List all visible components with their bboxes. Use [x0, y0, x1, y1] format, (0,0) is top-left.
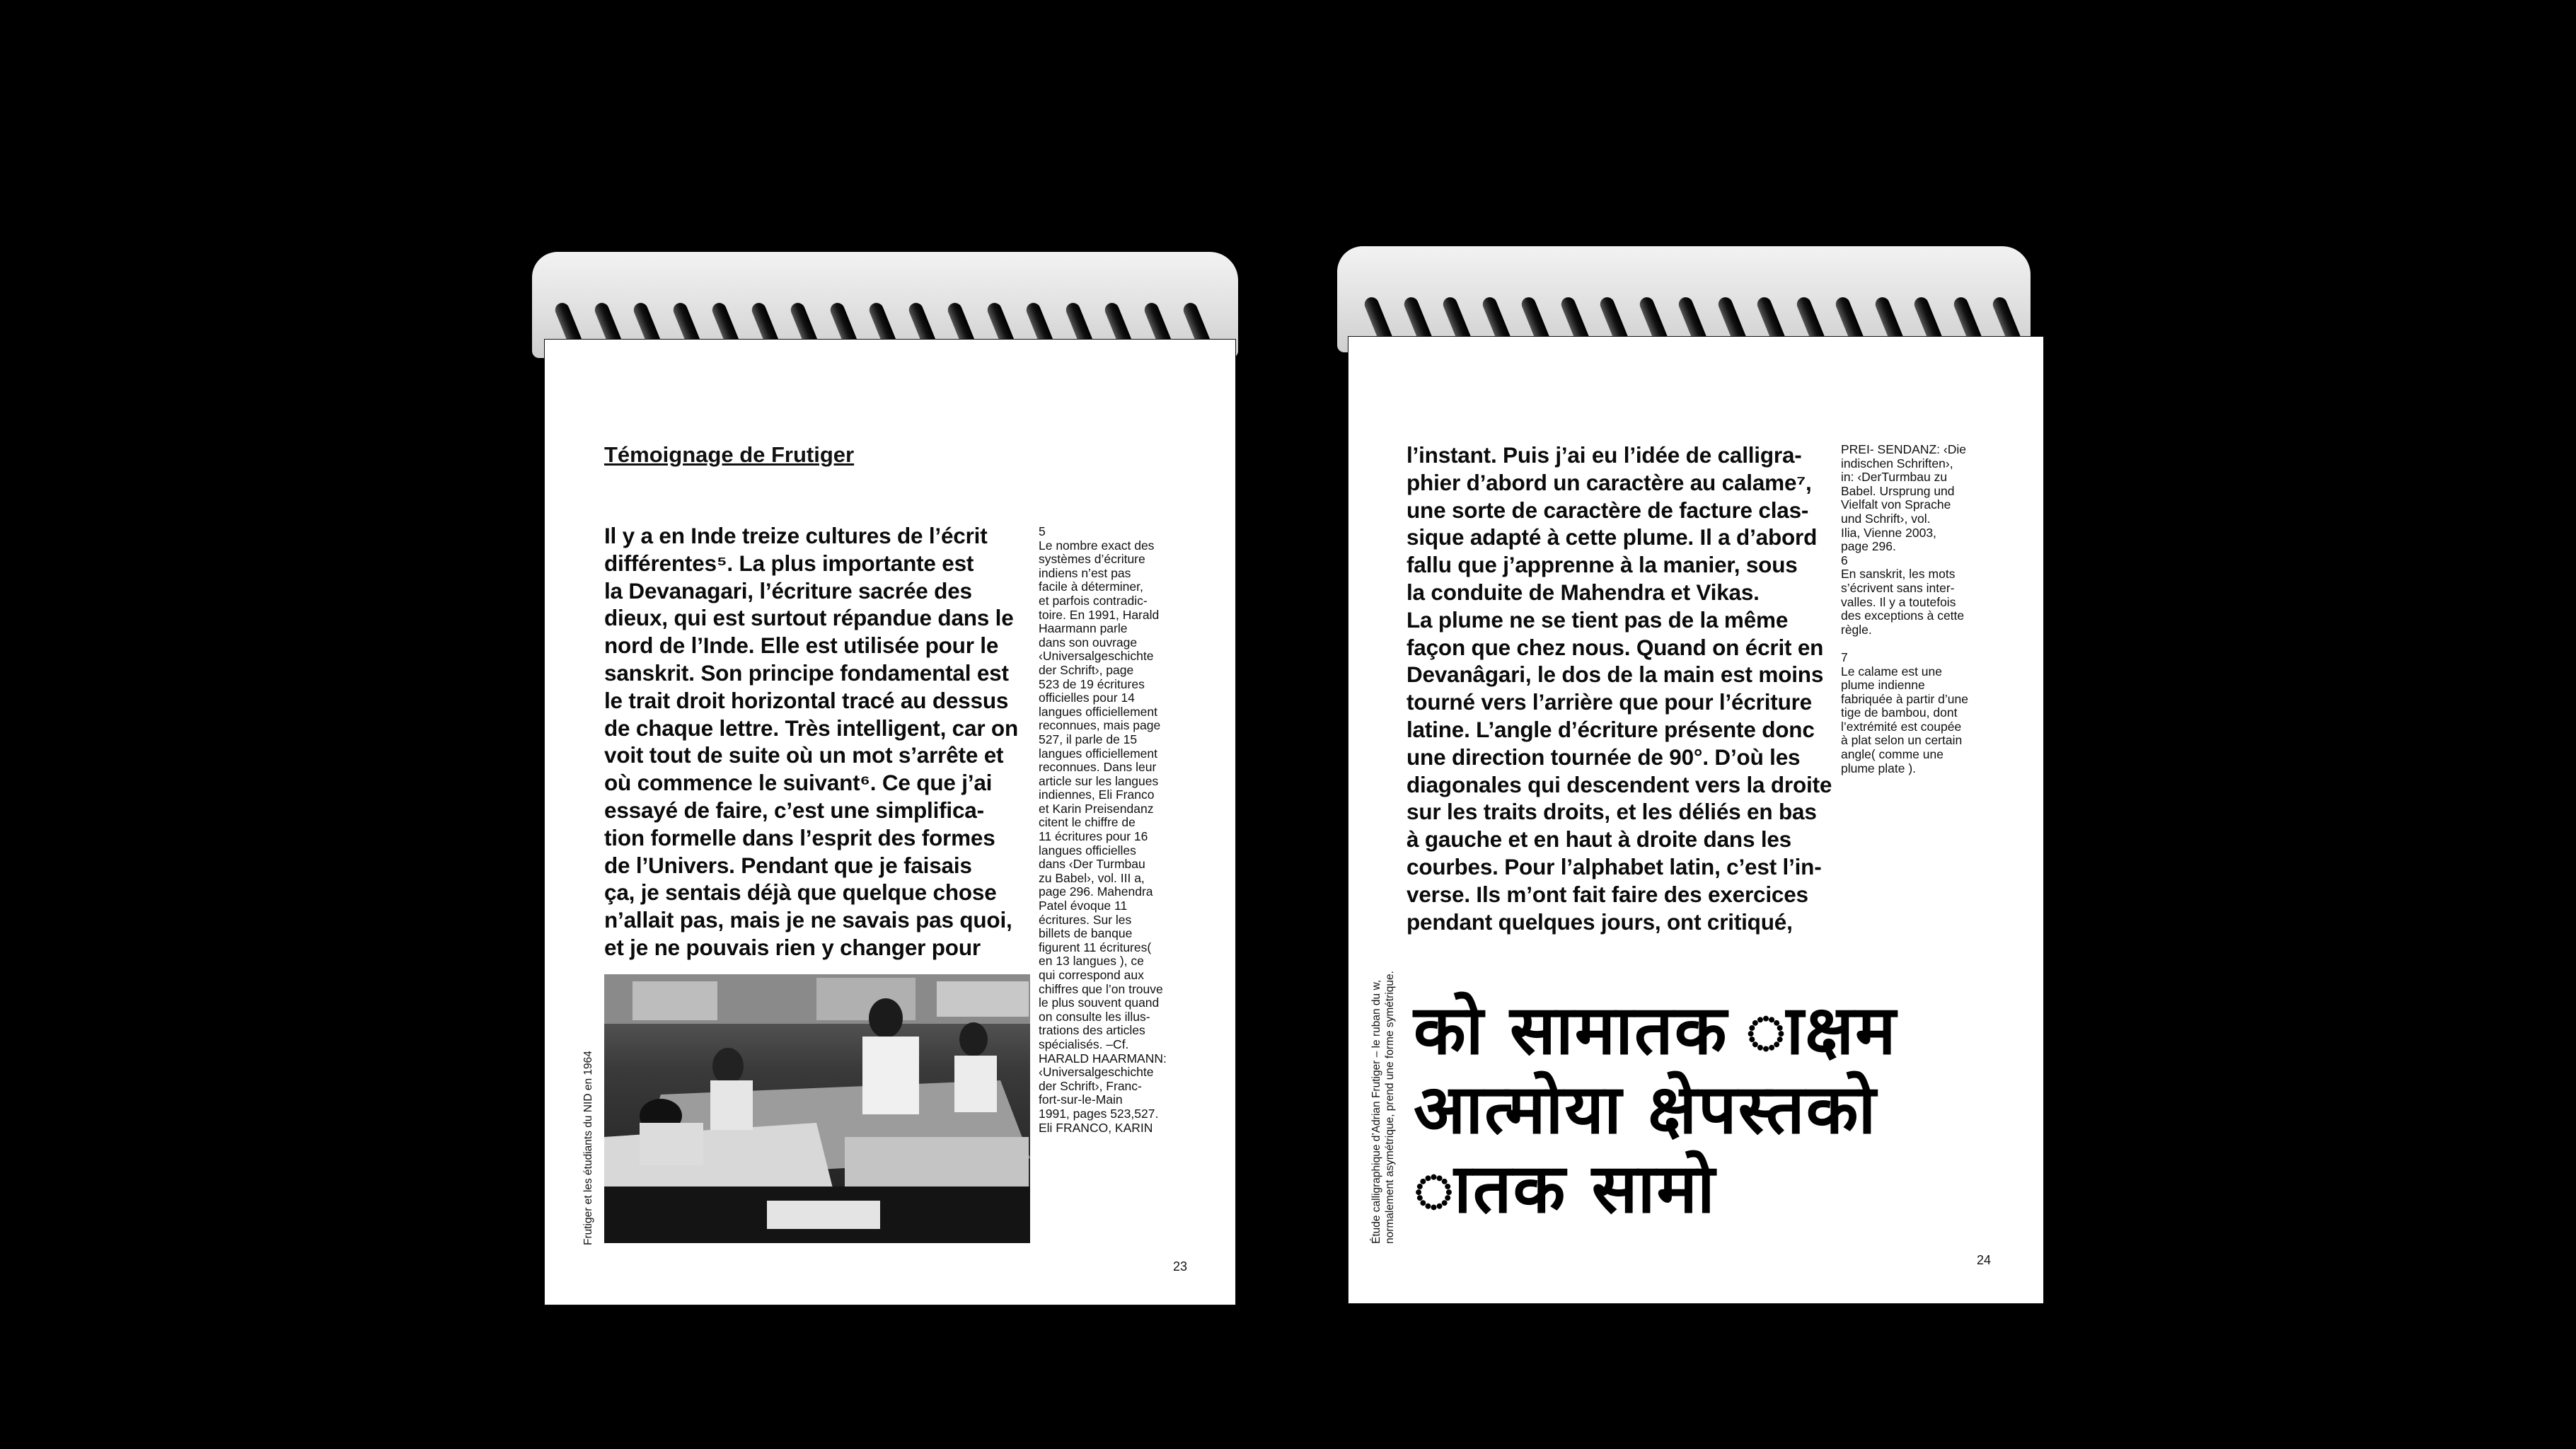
right-page-body: l’instant. Puis j’ai eu l’idée de calligra- phier d’abord un caractère au calame⁷, une sorte de caractère de facture clas- sique adapté à cette plume. Il a d’abord fallu que j’apprenne à la manier, sous la conduite de Mahendra et Vikas. La plume ne se tient pas de la même façon que chez nous. Quand on écrit en Devanâgari, le dos de la main est moins tourné vers l’arrière que pour l’écriture latine. L’angle d’écriture présente donc une direction tournée de 90°. D’où les diagonales qui descendent vers la droite sur les traits droits, et les déliés en bas à gauche et en haut à droite dans les courbes. Pour l’alphabet latin, c’est l’in- verse. Ils m’ont fait faire des exercices pendant quelques jours, ont critiqué, — [1407, 442, 1832, 935]
right-page-footnotes: PREI- SENDANZ: ‹Die indischen Schriften›, in: ‹DerTurmbau zu Babel. Ursprung und Vielfalt von Sprache und Schrift›, vol. Ilia, Vienne 2003, page 296. 6 En sanskrit, les mots s’écrivent sans inter- valles. Il y a toutefois des exceptions à cette règle. 7 Le calame est une plume indienne fabriquée à partir d’une tige de bambou, dont l’extrémité est coupée à plat selon un certain angle( comme une plume plate ). — [1841, 442, 1968, 775]
left-page-footnotes: 5 Le nombre exact des systèmes d’écriture indiens n’est pas facile à déterminer, et parfois contradic- toire. En 1991, Harald Haarmann parle dans son ouvrage ‹Universalgeschichte der Schrift›, page 523 de 19 écritures officielles pour 14 langues officiellement reconnues, mais page 527, il parle de 15 langues officiellement reconnues. Dans leur article sur les langues indiennes, Eli Franco et Karin Preisendanz citent le chiffre de 11 écritures pour 16 langues officielles dans ‹Der Turmbau zu Babel›, vol. III a, page 296. Mahendra Patel évoque 11 écritures. Sur les billets de banque figurent 11 écritures( en 13 langues ), ce qui correspond aux chiffres que l’on trouve le plus souvent quand on consulte les illus- trations des articles spécialisés. –Cf. HARALD HAARMANN: ‹Universalgeschichte der Schrift›, Franc- fort-sur-le-Main 1991, pages 523,527. Eli FRANCO, KARIN — [1039, 524, 1167, 1135]
right-page — [1348, 337, 2043, 1303]
calligraphy-caption: Étude calligraphique d’Adrian Frutiger – le ruban du w, normalement asymétrique, prend une forme symétrique. — [1370, 971, 1396, 1244]
left-page-body: Il y a en Inde treize cultures de l’écrit différentes⁵. La plus importante est la Devanagari, l’écriture sacrée des dieux, qui est surtout répandue dans le nord de l’Inde. Elle est utilisée pour le sanskrit. Son principe fondamental est le trait droit horizontal tracé au dessus de chaque lettre. Très intelligent, car on voit tout de suite où un mot s’arrête et où commence le suivant⁶. Ce que j’ai essayé de faire, c’est une simplifica- tion formelle dans l’esprit des formes de l’Univers. Pendant que je faisais ça, je sentais déjà que quelque chose n’allait pas, mais je ne savais pas quoi, et je ne pouvais rien y changer pour — [604, 523, 1019, 960]
photo-caption: Frutiger et les étudiants du NID en 1964 — [582, 1051, 594, 1245]
devanagari-calligraphy: को सामातक ाक्षम आत्मोया क्षेपस्तको ातक सामो — [1414, 991, 1898, 1228]
students-photo — [604, 974, 1030, 1243]
left-page-number: 23 — [1173, 1259, 1188, 1274]
right-page-number: 24 — [1977, 1253, 1992, 1267]
left-page-heading: Témoignage de Frutiger — [604, 442, 855, 467]
left-page — [545, 340, 1235, 1305]
students-photo-image — [604, 974, 1030, 1243]
